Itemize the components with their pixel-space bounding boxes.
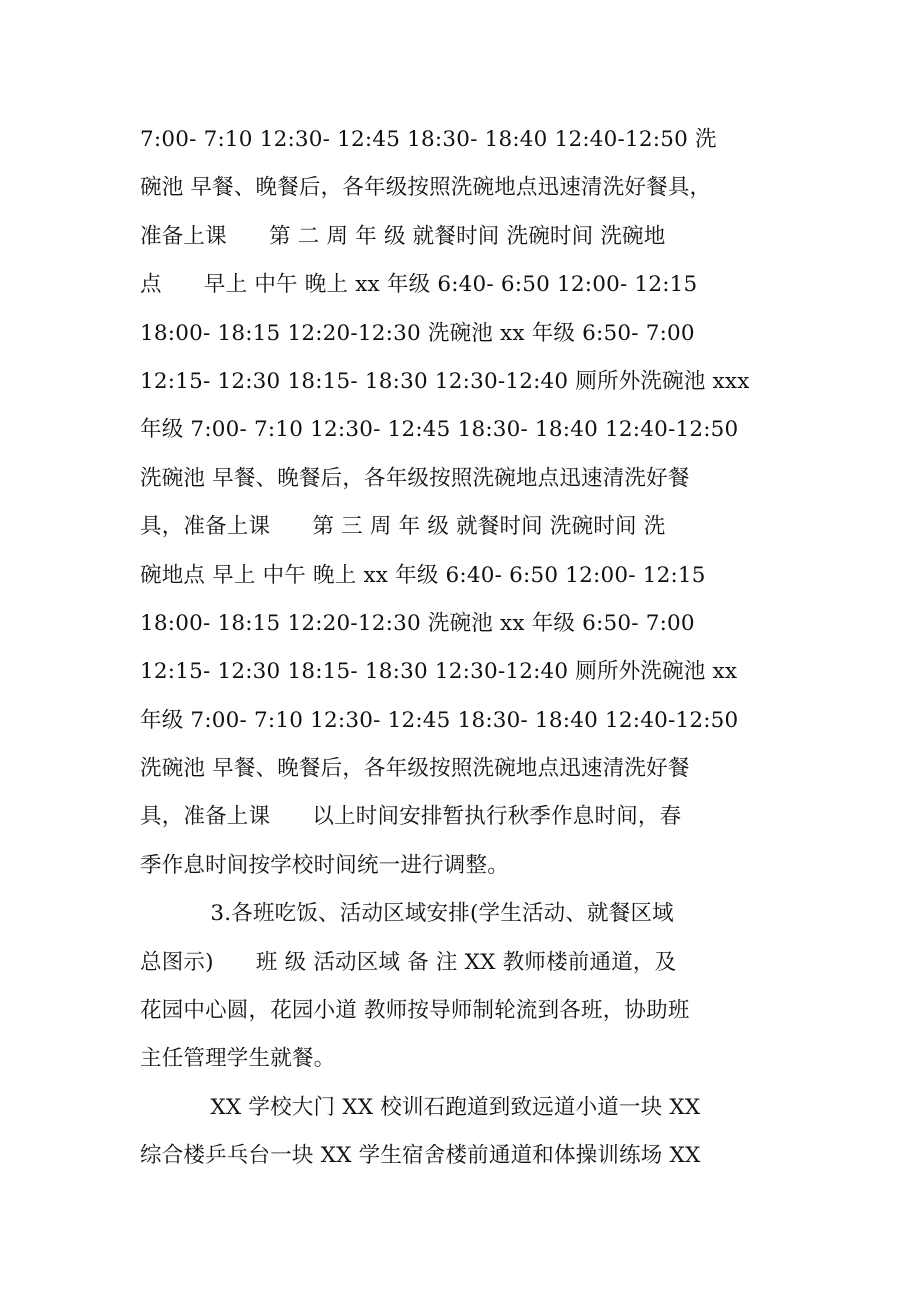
text-line: 准备上课 第 二 周 年 级 就餐时间 洗碗时间 洗碗地 bbox=[140, 223, 666, 249]
text-line: 年级 7:00- 7:10 12:30- 12:45 18:30- 18:40 12:40-12:50 bbox=[140, 707, 739, 733]
text-line: 12:15- 12:30 18:15- 18:30 12:30-12:40 厕所外洗碗池 xxx bbox=[140, 368, 750, 394]
text-line: 主任管理学生就餐。 bbox=[140, 1046, 336, 1072]
text-line: 18:00- 18:15 12:20-12:30 洗碗池 xx 年级 6:50- 7:00 bbox=[140, 610, 695, 636]
text-line: 3.各班吃饭、活动区域安排(学生活动、就餐区域 bbox=[140, 901, 674, 927]
text-line: 具，准备上课 以上时间安排暂执行秋季作息时间，春 bbox=[140, 804, 682, 830]
text-line: XX 学校大门 XX 校训石跑道到致远道小道一块 XX bbox=[140, 1094, 701, 1120]
text-line: 花园中心圆，花园小道 教师按导师制轮流到各班，协助班 bbox=[140, 998, 690, 1024]
text-line: 具，准备上课 第 三 周 年 级 就餐时间 洗碗时间 洗 bbox=[140, 514, 666, 540]
text-line: 总图示) 班 级 活动区域 备 注 XX 教师楼前通道，及 bbox=[140, 949, 677, 975]
text-line: 碗池 早餐、晚餐后，各年级按照洗碗地点迅速清洗好餐具， bbox=[140, 175, 712, 201]
text-line: 综合楼乒乓台一块 XX 学生宿舍楼前通道和体操训练场 XX bbox=[140, 1143, 701, 1169]
document-body bbox=[140, 116, 800, 1181]
text-line: 18:00- 18:15 12:20-12:30 洗碗池 xx 年级 6:50- 7:00 bbox=[140, 320, 695, 346]
text-line: 洗碗池 早餐、晚餐后，各年级按照洗碗地点迅速清洗好餐 bbox=[140, 465, 690, 491]
text-line: 洗碗池 早餐、晚餐后，各年级按照洗碗地点迅速清洗好餐 bbox=[140, 756, 690, 782]
text-line: 7:00- 7:10 12:30- 12:45 18:30- 18:40 12:40-12:50 洗 bbox=[140, 127, 717, 152]
text-line: 年级 7:00- 7:10 12:30- 12:45 18:30- 18:40 12:40-12:50 bbox=[140, 417, 739, 443]
text-line: 12:15- 12:30 18:15- 18:30 12:30-12:40 厕所外洗碗池 xx bbox=[140, 659, 738, 685]
text-line: 季作息时间按学校时间统一进行调整。 bbox=[140, 852, 509, 878]
text-line: 点 早上 中午 晚上 xx 年级 6:40- 6:50 12:00- 12:15 bbox=[140, 272, 698, 298]
text-line: 碗地点 早上 中午 晚上 xx 年级 6:40- 6:50 12:00- 12:15 bbox=[140, 562, 706, 588]
